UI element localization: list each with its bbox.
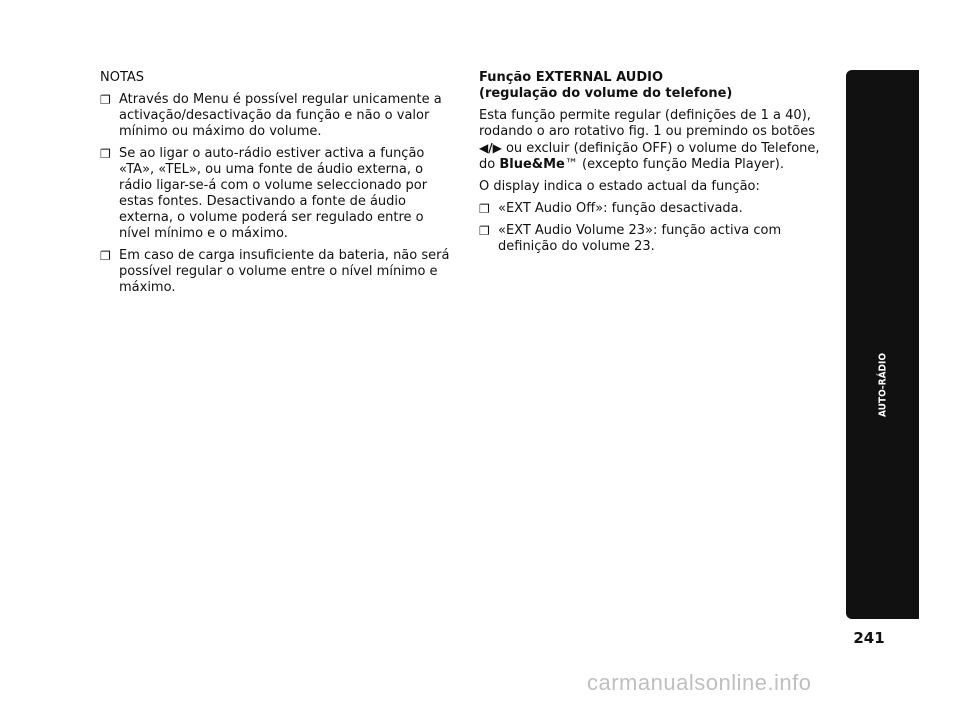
- checkbox-bullet-icon: ❐: [100, 147, 111, 161]
- checkbox-bullet-icon: ❐: [100, 249, 111, 263]
- page-number: 241: [853, 629, 885, 647]
- list-item-text: «EXT Audio Volume 23»: função activa com definição do volume 23.: [498, 223, 782, 254]
- list-item: [479, 201, 839, 217]
- brand-name: Blue&Me: [499, 157, 565, 172]
- left-right-arrow-icon: ◀/▶: [479, 141, 502, 155]
- display-paragraph: O display indica o estado actual da função:: [479, 179, 760, 194]
- list-item: [100, 92, 450, 140]
- heading-main: EXTERNAL AUDIO: [535, 70, 663, 85]
- list-item-text: Se ao ligar o auto-rádio estiver activa a função «TA», «TEL», ou uma fonte de áudio externa, o rádio ligar-se-á com o volume seleccionado por estas fontes. Desactivando a fonte de áudio externa, o volume poderá ser regulado entre o nível mínimo e o máximo.: [119, 146, 428, 241]
- chapter-sidebar: [846, 70, 919, 619]
- chapter-label: AUTO-RÁDIO: [877, 352, 888, 418]
- left-column: [100, 70, 450, 302]
- heading-prefix: Função: [479, 70, 536, 85]
- list-item: [100, 248, 450, 296]
- description-paragraph: [479, 108, 839, 173]
- list-item-text: Através do Menu é possível regular unicamente a activação/desactivação da função e não o valor mínimo ou máximo do volume.: [119, 92, 442, 139]
- paragraph-middle: ou excluir (definição OFF) o volume do Telefone, do: [479, 141, 820, 172]
- heading-line-2: (regulação do volume do telefone): [479, 86, 733, 101]
- status-list: [479, 201, 839, 255]
- right-column: [479, 70, 839, 261]
- list-item-text: Em caso de carga insuficiente da bateria, não será possível regular o volume entre o nível mínimo e máximo.: [119, 248, 450, 295]
- checkbox-bullet-icon: ❐: [479, 202, 490, 216]
- notes-title: NOTAS: [100, 70, 145, 85]
- list-item-text: «EXT Audio Off»: função desactivada.: [498, 201, 743, 216]
- notes-list: [100, 92, 450, 296]
- list-item: [479, 223, 839, 255]
- paragraph-end: ™ (excepto função Media Player).: [564, 157, 784, 172]
- checkbox-bullet-icon: ❐: [479, 224, 490, 238]
- checkbox-bullet-icon: ❐: [100, 93, 111, 107]
- heading-line-1: [479, 70, 839, 86]
- watermark: carmanualsonline.info: [587, 670, 812, 695]
- paragraph-start: Esta função permite regular (definições de 1 a 40), rodando o aro rotativo fig. 1 ou premindo os botões: [479, 108, 816, 139]
- list-item: [100, 146, 450, 242]
- section-heading: [479, 70, 839, 102]
